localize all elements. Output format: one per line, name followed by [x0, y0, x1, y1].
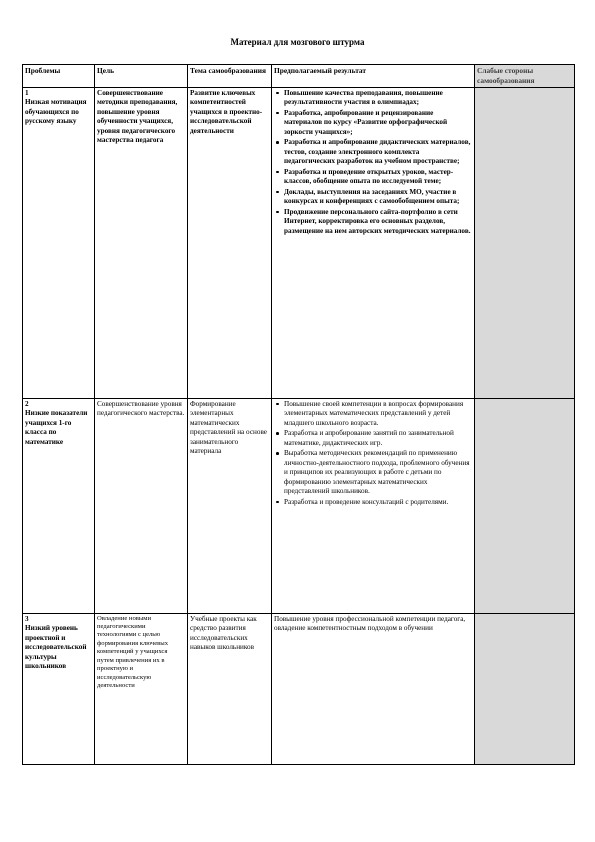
topic-cell: Учебные проекты как средство развития исследовательских навыков школьников	[188, 613, 272, 764]
problem-text: Низкая мотивация обучающихся по русскому языку	[25, 98, 87, 126]
table-row	[23, 398, 575, 613]
result-item: Разработка и проведение открытых уроков, мастер-классов, обобщение опыта по исследуемой теме;	[284, 168, 472, 187]
weak-sides-cell	[475, 87, 575, 398]
result-list	[274, 400, 472, 508]
result-item: Повышение качества преподавания, повышение результативности участия в олимпиадах;	[284, 89, 472, 108]
result-cell: Повышение уровня профессиональной компетенции педагога, овладение компетентностным подходом в обучении	[272, 613, 475, 764]
problem-cell	[23, 87, 95, 398]
topic-cell: Формирование элементарных математических представлений на основе занимательного материала	[188, 398, 272, 613]
result-item: Продвижение персонального сайта-портфолио в сети Интернет, корректировка его основных разделов, размещение на нем авторских методических материалов.	[284, 207, 471, 235]
goal-cell: Совершенствование методики преподавания, повышение уровня обученности учащихся, уровня педагогического мастерства педагога	[95, 87, 188, 398]
result-item: Разработка и апробирование дидактических материалов, тестов, создание электронного комплекта педагогических разработок на учебном пространстве;	[284, 138, 471, 166]
result-item: Разработка и проведение консультаций с родителями.	[284, 498, 472, 508]
table-row	[23, 613, 575, 764]
problem-text: Низкий уровень проектной и исследовательской культуры школьников	[25, 624, 87, 671]
weak-sides-cell	[475, 613, 575, 764]
result-cell	[272, 398, 475, 613]
problem-cell	[23, 398, 95, 613]
topic-cell: Развитие ключевых компетентностей учащихся в проектно-исследовательской деятельности	[188, 87, 272, 398]
table-row	[23, 87, 575, 398]
result-item: Доклады, выступления на заседаниях МО, участие в конкурсах и конференциях с самообобщением опыта;	[284, 188, 472, 207]
problem-number: 3	[25, 614, 29, 623]
problem-text: Низкие показатели учащихся 1-го класса по математике	[25, 409, 88, 446]
problem-cell	[23, 613, 95, 764]
header-topic: Тема самообразования	[188, 65, 272, 88]
goal-cell: Овладение новыми педагогическими технологиями с целью формирования ключевых компетенций у учащихся путем привлечения их в проектную и исследовательскую деятельности	[95, 613, 188, 764]
header-goal: Цель	[95, 65, 188, 88]
result-item: Выработка методических рекомендаций по применению личностно-деятельностного подхода, проблемного обучения и принципов их реализующих в работе с детьми по формированию элементарных математических представлений школьников.	[284, 449, 472, 497]
brainstorm-table	[22, 64, 575, 765]
result-list	[274, 89, 472, 237]
document-title: Материал для мозгового штурма	[230, 37, 365, 47]
problem-number: 1	[25, 88, 29, 97]
table-header-row	[23, 65, 575, 88]
result-item: Разработка и апробирование занятий по занимательной математике, дидактических игр.	[284, 429, 472, 448]
goal-cell: Совершенствование уровня педагогического мастерства.	[95, 398, 188, 613]
result-cell	[272, 87, 475, 398]
header-problems: Проблемы	[23, 65, 95, 88]
weak-sides-cell	[475, 398, 575, 613]
header-weak-sides: Слабые стороны самообразования	[475, 65, 575, 88]
problem-number: 2	[25, 399, 29, 408]
header-result: Предполагаемый результат	[272, 65, 475, 88]
result-item: Разработка, апробирование и рецензирование материалов по курсу «Развитие орфографической зоркости учащихся»;	[284, 109, 472, 138]
result-item: Повышение своей компетенции в вопросах формирования элементарных математических представлений у детей младшего школьного возраста.	[284, 400, 472, 429]
